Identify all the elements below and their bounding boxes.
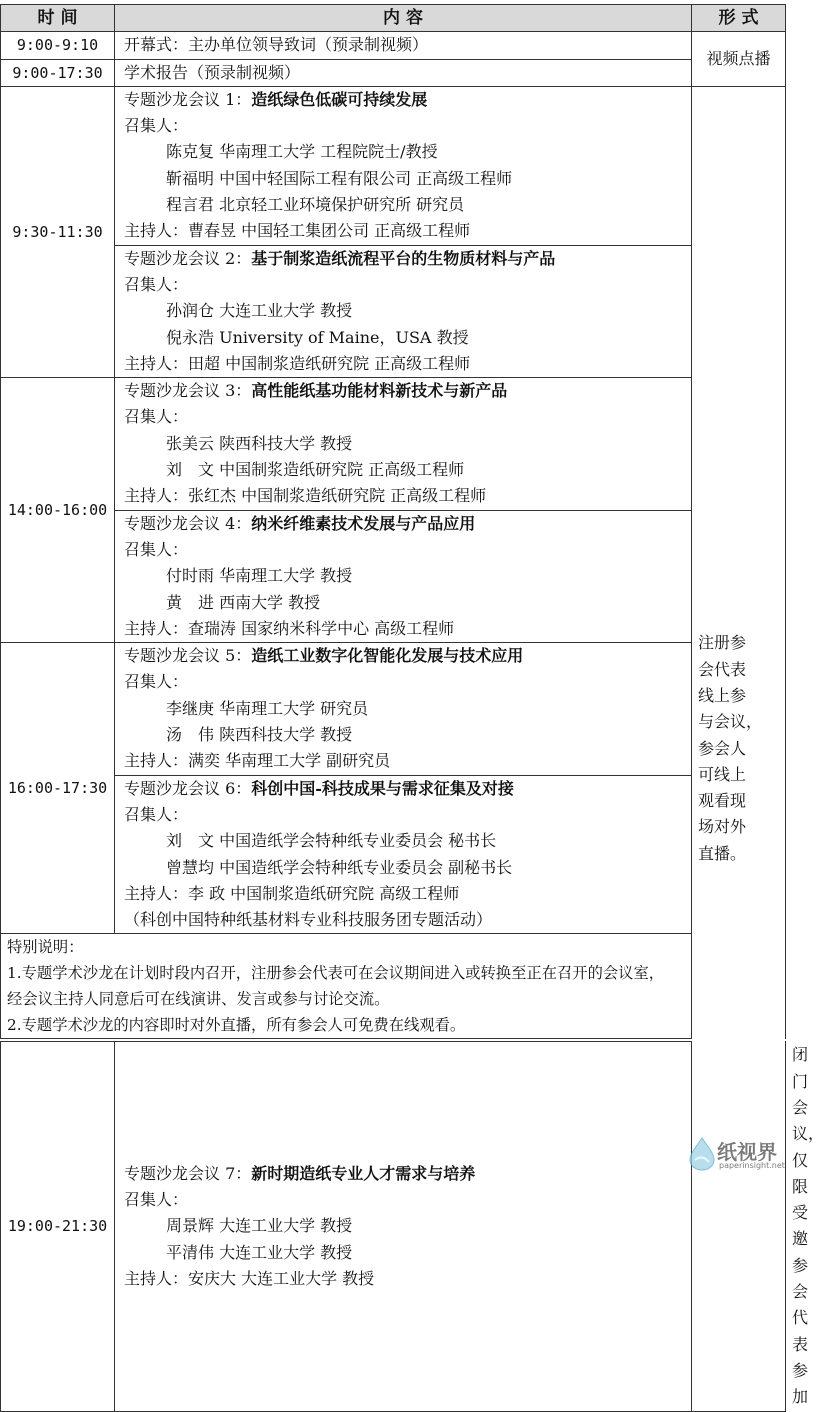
session-prefix: 专题沙龙会议 1： — [124, 89, 252, 109]
time-cell: 19:00-21:30 — [1, 1040, 115, 1411]
convener: 汤 伟 陕西科技大学 教授 — [166, 725, 353, 745]
session-row — [1, 643, 786, 775]
row-opening — [1, 32, 786, 59]
form-cell-online — [692, 86, 786, 1411]
form-line: 与会议， — [698, 712, 763, 732]
time-cell: 14:00-16:00 — [1, 378, 115, 643]
session-title: 纳米纤维素技术发展与产品应用 — [251, 513, 476, 533]
watermark-text: 纸视界 — [717, 1140, 777, 1164]
notes-line: 2.专题学术沙龙的内容即时对外直播，所有参会人可免费在线观看。 — [7, 1016, 466, 1035]
convener-label: 召集人： — [124, 1190, 189, 1210]
session-4 — [115, 510, 692, 642]
convener: 平清伟 大连工业大学 教授 — [166, 1242, 353, 1262]
row-reports — [1, 59, 786, 86]
convener: 付时雨 华南理工大学 教授 — [166, 566, 353, 586]
time-cell: 16:00-17:30 — [1, 643, 115, 934]
form-line: 可线上 — [698, 764, 747, 784]
convener: 刘 文 中国造纸学会特种纸专业委员会 秘书长 — [166, 831, 497, 851]
notes-row — [1, 934, 786, 1041]
notes-line: 经会议主持人同意后可在线演讲、发言或参与讨论交流。 — [7, 990, 390, 1009]
notes-cell — [1, 934, 786, 1041]
session-prefix: 专题沙龙会议 7： — [124, 1163, 252, 1183]
content-cell: 学术报告（预录制视频） — [115, 59, 692, 86]
time-cell: 9:00-17:30 — [1, 59, 115, 86]
convener: 程言君 北京轻工业环境保护研究所 研究员 — [166, 195, 465, 215]
convener-label: 召集人： — [124, 804, 189, 824]
watermark-url: paperinsight.net — [719, 1161, 785, 1170]
time-cell: 9:00-9:10 — [1, 32, 115, 59]
convener: 曾慧均 中国造纸学会特种纸专业委员会 副秘书长 — [166, 857, 513, 877]
time-cell: 9:30-11:30 — [1, 86, 115, 377]
convener: 孙润仓 大连工业大学 教授 — [166, 301, 353, 321]
host: 主持人：曹春昱 中国轻工集团公司 正高级工程师 — [124, 221, 471, 241]
form-line: 观看现 — [698, 791, 747, 811]
header-time: 时 间 — [1, 5, 115, 32]
convener: 靳福明 中国中轻国际工程有限公司 正高级工程师 — [166, 168, 513, 188]
form-line: 直播。 — [698, 843, 747, 863]
session-prefix: 专题沙龙会议 2： — [124, 248, 252, 268]
session-row: 19:00-21:30 专题沙龙会议 7：新时期造纸专业人才需求与培养 召集人： 周景辉 大连工业大学 教授 平清伟 大连工业大学 教授 主持人：安庆大 大连工业大学 教授 闭门会 议，仅限 受邀参 会代表 参加 — [1, 1040, 786, 1411]
host: 主持人：安庆大 大连工业大学 教授 — [124, 1268, 375, 1288]
form-line: 场对外 — [698, 817, 747, 837]
host: 主持人：李 政 中国制浆造纸研究院 高级工程师 — [124, 883, 460, 903]
header-content: 内 容 — [115, 5, 692, 32]
host: 主持人：张红杰 中国制浆造纸研究院 正高级工程师 — [124, 486, 487, 506]
session-prefix: 专题沙龙会议 3： — [124, 381, 252, 401]
session-title: 造纸工业数字化智能化发展与技术应用 — [251, 646, 524, 666]
session-row — [1, 378, 786, 510]
session-7 — [115, 1040, 692, 1411]
schedule-table — [0, 4, 824, 1412]
session-title: 科创中国-科技成果与需求征集及对接 — [251, 778, 514, 798]
session-title: 基于制浆造纸流程平台的生物质材料与产品 — [251, 248, 556, 268]
convener: 倪永浩 University of Maine，USA 教授 — [166, 327, 469, 347]
notes-line: 1.专题学术沙龙在计划时段内召开，注册参会代表可在会议期间进入或转换至正在召开的会议室， — [7, 964, 665, 983]
session-3 — [115, 378, 692, 510]
session-row — [1, 510, 786, 642]
host: 主持人：满奕 华南理工大学 副研究员 — [124, 751, 391, 771]
session-2 — [115, 245, 692, 377]
convener-label: 召集人： — [124, 672, 189, 692]
convener-label: 召集人： — [124, 539, 189, 559]
convener-label: 召集人： — [124, 116, 189, 136]
water-drop-logo-icon — [687, 1136, 717, 1170]
header-form: 形 式 — [692, 5, 786, 32]
form-line: 会代表 — [698, 659, 747, 679]
session-title: 高性能纸基功能材料新技术与新产品 — [251, 381, 508, 401]
session-1 — [115, 86, 692, 245]
session-title: 造纸绿色低碳可持续发展 — [251, 89, 428, 109]
convener: 李继庚 华南理工大学 研究员 — [166, 698, 369, 718]
form-line: 注册参 — [698, 633, 747, 653]
header-row — [1, 5, 786, 32]
form-line: 参会人 — [698, 738, 747, 758]
content-cell: 开幕式：主办单位领导致词（预录制视频） — [115, 32, 692, 59]
form-cell-video: 视频点播 — [692, 32, 786, 87]
session-prefix: 专题沙龙会议 4： — [124, 513, 252, 533]
session-title: 新时期造纸专业人才需求与培养 — [251, 1163, 476, 1183]
session-row — [1, 775, 786, 934]
session-5 — [115, 643, 692, 775]
form-line: 线上参 — [698, 685, 747, 705]
host: 主持人：查瑞涛 国家纳米科学中心 高级工程师 — [124, 618, 455, 638]
host: 主持人：田超 中国制浆造纸研究院 正高级工程师 — [124, 353, 471, 373]
session-row — [1, 245, 786, 377]
notes-title: 特别说明： — [7, 938, 84, 957]
session-row — [1, 86, 786, 245]
convener: 刘 文 中国制浆造纸研究院 正高级工程师 — [166, 460, 465, 480]
watermark — [687, 1134, 785, 1174]
session-6 — [115, 775, 692, 934]
convener: 黄 进 西南大学 教授 — [166, 592, 321, 612]
convener-label: 召集人： — [124, 274, 189, 294]
session-prefix: 专题沙龙会议 5： — [124, 646, 252, 666]
session-note: （科创中国特种纸基材料专业科技服务团专题活动） — [124, 910, 493, 930]
convener: 张美云 陕西科技大学 教授 — [166, 433, 353, 453]
convener-label: 召集人： — [124, 407, 189, 427]
session-prefix: 专题沙龙会议 6： — [124, 778, 252, 798]
convener: 周景辉 大连工业大学 教授 — [166, 1216, 353, 1236]
convener: 陈克复 华南理工大学 工程院院士/教授 — [166, 142, 438, 162]
